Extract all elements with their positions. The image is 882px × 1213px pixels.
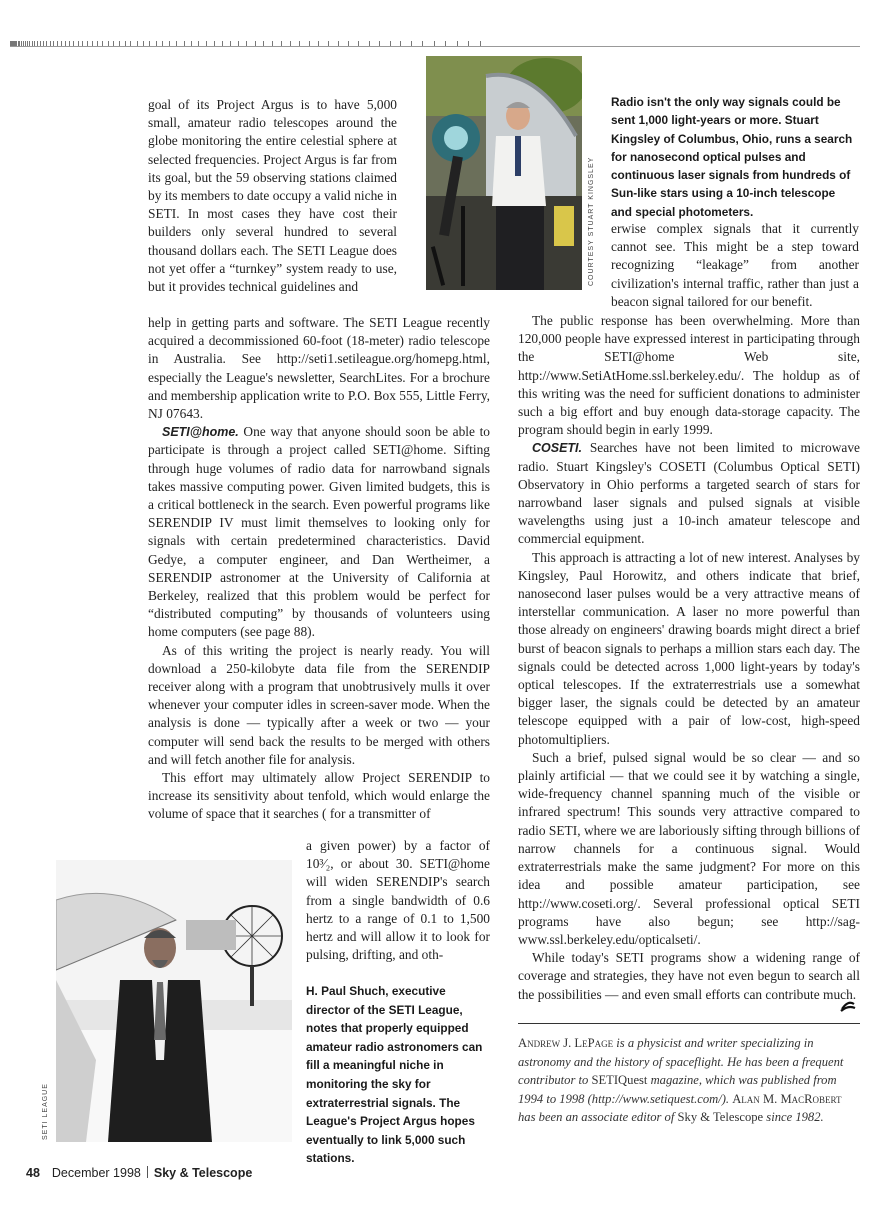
- tick-mark: [246, 41, 247, 46]
- shuch-photo-image: [56, 860, 292, 1142]
- tick-mark: [369, 41, 370, 46]
- bio-publication-setiquest: SETIQuest: [591, 1073, 648, 1087]
- author-bio: [518, 1034, 860, 1127]
- tick-mark: [130, 41, 131, 46]
- seti-home-lead: SETI@home.: [162, 425, 239, 440]
- leakage-paragraph: erwise complex signals that it currently cannot see. This might be a step toward recognizing “leakage” from another civilization's internal traffic, rather than just a beacon signal tailored for our benefit.: [611, 221, 859, 309]
- shuch-caption: H. Paul Shuch, executive director of the SETI League, notes that properly equipped amateur radio astronomers can fill a meaningful niche in monitoring the sky for extraterrestrial signals. The League's Project Argus hopes eventually to link 5,000 such stations.: [306, 984, 483, 1166]
- tick-mark: [191, 41, 192, 46]
- author-name-lepage: Andrew J. LePage: [518, 1036, 614, 1050]
- tick-mark: [281, 41, 282, 46]
- tick-mark: [156, 41, 157, 46]
- tick-mark: [25, 41, 26, 46]
- tick-mark: [102, 41, 103, 46]
- tick-mark: [255, 41, 256, 46]
- tick-mark: [238, 41, 239, 46]
- tick-mark: [40, 41, 41, 46]
- left-column-top: [148, 96, 397, 296]
- author-name-macrobert: Alan M. MacRobert: [732, 1091, 842, 1106]
- kingsley-photo-image: [426, 56, 582, 290]
- tick-mark: [358, 41, 359, 46]
- tick-mark: [43, 41, 44, 46]
- tick-mark: [37, 41, 38, 46]
- tick-mark: [46, 41, 47, 46]
- argus-paragraph-part2: help in getting parts and software. The SETI League recently acquired a decommissioned 60-foot (18-meter) radio telescope in Australia. See http://seti1.setileague.org/homepg.html, especially the League's newsletter, SearchLites. For a brochure and membership application write to P.O. Box 555, Little Ferry, NJ 07643.: [148, 315, 490, 422]
- tick-mark: [162, 41, 163, 46]
- tick-mark: [87, 41, 88, 46]
- tick-mark: [176, 41, 177, 46]
- tick-mark: [422, 41, 423, 46]
- tick-mark: [457, 41, 458, 46]
- magazine-name: Sky & Telescope: [153, 1166, 253, 1180]
- tick-mark: [230, 41, 231, 46]
- seti-home-paragraph: [148, 423, 490, 641]
- bio-text-4: since 1982.: [763, 1110, 824, 1124]
- effort-paragraph: This effort may ultimately allow Project SERENDIP to increase its sensitivity about tenfold, which would enlarge the volume of space that it searches ( for a transmitter of: [148, 770, 490, 822]
- tick-mark: [468, 41, 469, 46]
- tick-mark: [97, 41, 98, 46]
- right-column-main: [518, 312, 860, 1004]
- writing-paragraph: As of this writing the project is nearly ready. You will download a 250-kilobyte data file from the SERENDIP receiver along with a program that unobtrusively mulls it over whenever your computer idles in screen-saver mode. When the analysis is done — typically after a week or two — your computer will send back the results to be merged with others and will fetch another file for analysis.: [148, 642, 490, 767]
- end-of-article-mark: [840, 1000, 856, 1012]
- tick-mark: [400, 41, 401, 46]
- closing-paragraph: While today's SETI programs show a widening range of coverage and strategies, they have not even begun to search all the possibilities — and even small efforts can contribute much.: [518, 950, 860, 1002]
- tick-mark: [73, 41, 74, 46]
- tick-mark: [69, 41, 70, 46]
- seti-home-text: One way that anyone should soon be able to participate is through a project called SETI@home. Sifting through huge volumes of radio data for narrowband signals takes massive computing power. Given limited budgets, this is a critical bottleneck in the search. Even powerful programs like SERENDIP IV must limit themselves to looking only for signals with certain predetermined characteristics. David Gedye, a computer engineer, and Dan Wertheimer, a SERENDIP astronomer at the University of California at Berkeley, realized that this problem would be perfect for “distributed computing” by thousands of volunteers using home computers (see page 88).: [148, 424, 490, 640]
- tick-mark: [169, 41, 170, 46]
- tick-mark: [61, 41, 62, 46]
- tick-mark: [390, 41, 391, 46]
- coseti-text: Searches have not been limited to microwave radio. Stuart Kingsley's COSETI (Columbus Optical SETI) Observatory in Ohio performs a targeted search of stars for narrowband laser signals and pulsed signals at visible wavelengths using just a 10-inch amateur telescope and commercial equipment.: [518, 440, 860, 547]
- left-column-bottom: [306, 837, 490, 964]
- tick-mark: [113, 41, 114, 46]
- tick-mark: [21, 41, 22, 46]
- bio-publication-sky-telescope: Sky & Telescope: [677, 1110, 764, 1124]
- argus-paragraph-part1: goal of its Project Argus is to have 5,000 small, amateur radio telescopes around the globe monitoring the entire celestial sphere at selected frequencies. Project Argus is far from its goal, but the 59 observing stations claimed by its members to date occupy a valid niche in SETI. In most cases they have cost their builders only several hundred to several thousand dollars each. The SETI League does not yet offer a “turnkey” system ready to use, but it provides technical guidelines and: [148, 97, 397, 295]
- tick-mark: [263, 41, 264, 46]
- tick-mark: [480, 41, 481, 46]
- bottom-photo-credit: SETI LEAGUE: [42, 1083, 49, 1140]
- tick-mark: [50, 41, 51, 46]
- issue-date: December 1998: [51, 1166, 141, 1180]
- response-paragraph: The public response has been overwhelming. More than 120,000 people have expressed interest in participating through the SETI@home Web site, http://www.SetiAtHome.ssl.berkeley.edu/. The holdup as of this writing was the need for sufficient donations to administer such a big effort and buy enough data-storage capacity. The program should begin in early 1999.: [518, 313, 860, 438]
- tick-mark: [23, 41, 24, 46]
- top-photo-credit: COURTESY STUART KINGSLEY: [588, 156, 595, 286]
- coseti-lead: COSETI.: [532, 441, 583, 456]
- tick-mark: [309, 41, 310, 46]
- tick-mark: [445, 41, 446, 46]
- tick-mark: [206, 41, 207, 46]
- tick-mark: [198, 41, 199, 46]
- tick-mark: [434, 41, 435, 46]
- tick-mark: [348, 41, 349, 46]
- kingsley-telescope-photo: [426, 56, 582, 290]
- tick-mark: [318, 41, 319, 46]
- left-column-main: [148, 314, 490, 824]
- tick-mark: [92, 41, 93, 46]
- top-tick-rule: [10, 40, 860, 47]
- shuch-photo: [56, 860, 292, 1142]
- tick-mark: [57, 41, 58, 46]
- footer-separator: [147, 1166, 148, 1178]
- tick-mark: [65, 41, 66, 46]
- bio-text-2: magazine, which was published from 1994 to 1998 (http://www.setiquest.com/).: [518, 1073, 837, 1106]
- right-column-top: [611, 220, 859, 311]
- tick-mark: [108, 41, 109, 46]
- tick-mark: [299, 41, 300, 46]
- tick-mark: [214, 41, 215, 46]
- tick-mark: [34, 41, 35, 46]
- tick-mark: [78, 41, 79, 46]
- tick-mark: [125, 41, 126, 46]
- tick-mark: [338, 41, 339, 46]
- bio-text-1: is a physicist and writer specializing in astronomy and the history of spaceflight. He has been a frequent contributor to: [518, 1036, 844, 1087]
- page-number: 48: [26, 1166, 40, 1180]
- tick-mark: [411, 41, 412, 46]
- tick-mark: [222, 41, 223, 46]
- author-bio-rule: [518, 1023, 860, 1024]
- page-footer: [26, 1166, 252, 1180]
- tick-mark: [32, 41, 33, 46]
- tick-mark: [272, 41, 273, 46]
- tick-mark: [143, 41, 144, 46]
- tick-mark: [53, 41, 54, 46]
- coseti-paragraph: [518, 439, 860, 548]
- tick-mark: [328, 41, 329, 46]
- tick-mark: [149, 41, 150, 46]
- pulsed-paragraph: Such a brief, pulsed signal would be so clear — and so plainly artificial — that we could see it by watching a single, wide-frequency channel spanning much of the visible or infrared spectrum! This sounds very attractive compared to radio SETI, where we are laboriously sifting through billions of narrow channels for a continuous signal. Would extraterrestrials make the same judgment? For more on this idea and possible amateur participation, see http://www.coseti.org/. Several professional optical SETI programs have also begun; see http://sag-www.ssl.berkeley.edu/opticalseti/.: [518, 749, 860, 947]
- tick-mark: [290, 41, 291, 46]
- effort-continued: a given power) by a factor of 10³⁄₂, or about 30. SETI@home will widen SERENDIP's search from a single bandwidth of 0.6 hertz to a range of 0.1 to 1,500 hertz and will allow it to look for pulsing, drifting, and oth-: [306, 838, 490, 963]
- bio-text-3: has been an associate editor of: [518, 1110, 678, 1124]
- tick-mark: [184, 41, 185, 46]
- tick-mark: [137, 41, 138, 46]
- tick-mark: [119, 41, 120, 46]
- tick-mark: [82, 41, 83, 46]
- approach-paragraph: This approach is attracting a lot of new interest. Analyses by Kingsley, Paul Horowitz, and others indicate that brief, nanosecond laser pulses would be a very attractive means of interstellar communication. A laser no more powerful than those already on engineers' drawing boards might direct a brief burst of beacon signals to perhaps a million stars each day. The signals could be detected across 1,000 light-years by today's optical telescopes. If the extraterrestrials use a somewhat bigger laser, the signals could be detected by an amateur telescope equipped with a pair of low-cost, high-speed photomultipliers.: [518, 549, 860, 747]
- kingsley-caption: Radio isn't the only way signals could be sent 1,000 light-years or more. Stuart Kingsley of Columbus, Ohio, runs a search for nanosecond optical pulses and continuous laser signals from hundreds of Sun-like stars using a 10-inch telescope and special photometers.: [611, 95, 853, 219]
- tick-mark: [27, 41, 28, 46]
- tick-mark: [29, 41, 30, 46]
- tick-mark: [379, 41, 380, 46]
